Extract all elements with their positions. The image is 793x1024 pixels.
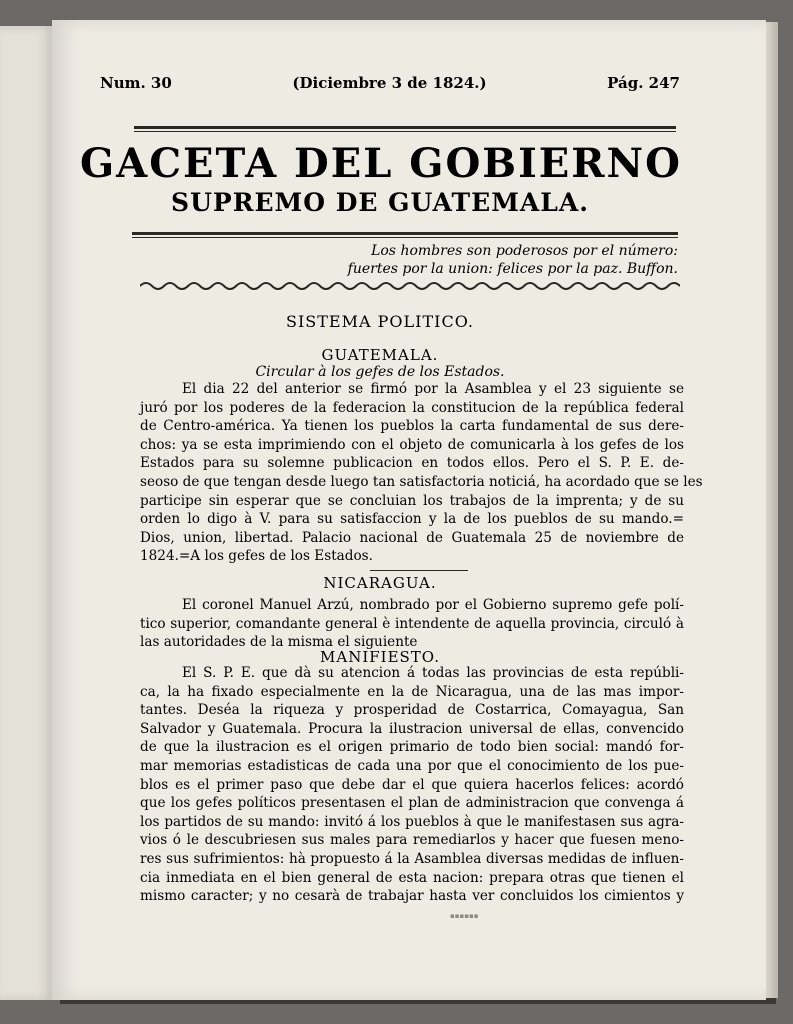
article-line: las autoridades de la misma el siguiente bbox=[140, 634, 418, 651]
section-title: SISTEMA POLITICO. bbox=[286, 312, 474, 331]
header-rule-top bbox=[134, 126, 676, 129]
motto bbox=[270, 242, 678, 278]
article-line: los partidos de su mando: invitó á los pueblos à que le manifestasen sus agra- bbox=[140, 813, 684, 830]
article-line: mar memorias estadisticas de cada una por que el conocimiento de los pue- bbox=[140, 757, 684, 774]
masthead-title: GACETA DEL GOBIERNO bbox=[80, 140, 682, 187]
article-line: seoso de que tengan desde luego tan satisfactoria noticiá, ha acordado que se les bbox=[140, 473, 703, 490]
guatemala-heading: GUATEMALA. bbox=[321, 346, 439, 364]
article-line: El coronel Manuel Arzú, nombrado por el Gobierno supremo gefe polí- bbox=[182, 597, 684, 613]
article-line: El S. P. E. que dà su atencion á todas las provincias de esta repúbli- bbox=[182, 665, 684, 681]
wavy-divider bbox=[140, 280, 680, 292]
manifiesto-article bbox=[140, 664, 684, 906]
right-page-edge bbox=[766, 22, 778, 998]
printer-mark: ▪▪▪▪▪▪ bbox=[450, 912, 479, 920]
article-line: orden lo digo à V. para su satisfaccion y la de los pueblos de su mando.= bbox=[140, 511, 684, 528]
article-line: blos es el primer paso que debe dar el que quiera hacerlos felices: acordó bbox=[140, 776, 684, 793]
masthead-rule-thin bbox=[132, 237, 678, 238]
article-line: juró por los poderes de la federacion la constitucion de la república federal bbox=[140, 399, 684, 416]
article-line: chos: ya se esta imprimiendo con el objeto de comunicarla à los gefes de los bbox=[140, 436, 684, 453]
article-line: vios ó le descubriesen sus males para remediarlos y hacer que fuesen meno- bbox=[140, 832, 684, 849]
issue-header bbox=[100, 74, 680, 102]
left-page-edge bbox=[0, 26, 53, 1000]
guatemala-article bbox=[140, 380, 703, 566]
article-line: participe sin esperar que se concluian los trabajos de la imprenta; y de su bbox=[140, 492, 684, 509]
article-line: Estados para su solemne publicacion en todos ellos. Pero el S. P. E. de- bbox=[140, 455, 684, 472]
article-line: de que la ilustracion es el origen primario de todo bien social: mandó for- bbox=[140, 739, 684, 756]
nicaragua-article bbox=[140, 596, 684, 652]
article-line: res sus sufrimientos: hà propuesto á la Asamblea diversas medidas de influen- bbox=[140, 850, 684, 867]
nicaragua-heading: NICARAGUA. bbox=[323, 574, 437, 592]
masthead-rule bbox=[132, 232, 678, 235]
article-line: Dios, union, libertad. Palacio nacional de Guatemala 25 de noviembre de bbox=[140, 529, 684, 546]
article-line: tico superior, comandante general è intendente de aquella provincia, circuló à bbox=[140, 615, 684, 632]
issue-number: Num. 30 bbox=[100, 74, 172, 92]
header-rule-top-thin bbox=[134, 131, 676, 132]
article-line: tantes. Deséa la riqueza y prosperidad de Costarrica, Comayagua, San bbox=[140, 702, 684, 719]
manifiesto-heading: MANIFIESTO. bbox=[320, 648, 440, 666]
masthead-subtitle: SUPREMO DE GUATEMALA. bbox=[171, 188, 589, 217]
article-line: de Centro-américa. Ya tienen los pueblos la carta fundamental de sus dere- bbox=[140, 418, 684, 435]
article-line: ca, la ha fixado especialmente en la de Nicaragua, una de las mas impor- bbox=[140, 683, 684, 700]
article-line: cia inmediata en el bien general de esta nacion: prepara otras que tienen el bbox=[140, 869, 684, 886]
motto-line-1: Los hombres son poderosos por el número: bbox=[371, 243, 678, 259]
motto-line-2: fuertes por la union: felices por la paz. Buffon. bbox=[347, 261, 678, 277]
article-line: 1824.=A los gefes de los Estados. bbox=[140, 548, 373, 565]
article-line: que los gefes políticos presentasen el plan de administracion que convenga á bbox=[140, 795, 684, 812]
nicaragua-rule bbox=[370, 570, 468, 571]
page-number: Pág. 247 bbox=[607, 74, 680, 92]
guatemala-subheading: Circular à los gefes de los Estados. bbox=[255, 364, 505, 380]
article-line: mismo caracter; y no cesarà de trabajar hasta ver concluidos los cimientos y bbox=[140, 888, 684, 905]
issue-date: (Diciembre 3 de 1824.) bbox=[292, 74, 487, 92]
article-line: Salvador y Guatemala. Procura la ilustracion universal de ellas, convencido bbox=[140, 720, 684, 737]
article-line: El dia 22 del anterior se firmó por la Asamblea y el 23 siguiente se bbox=[182, 381, 684, 397]
